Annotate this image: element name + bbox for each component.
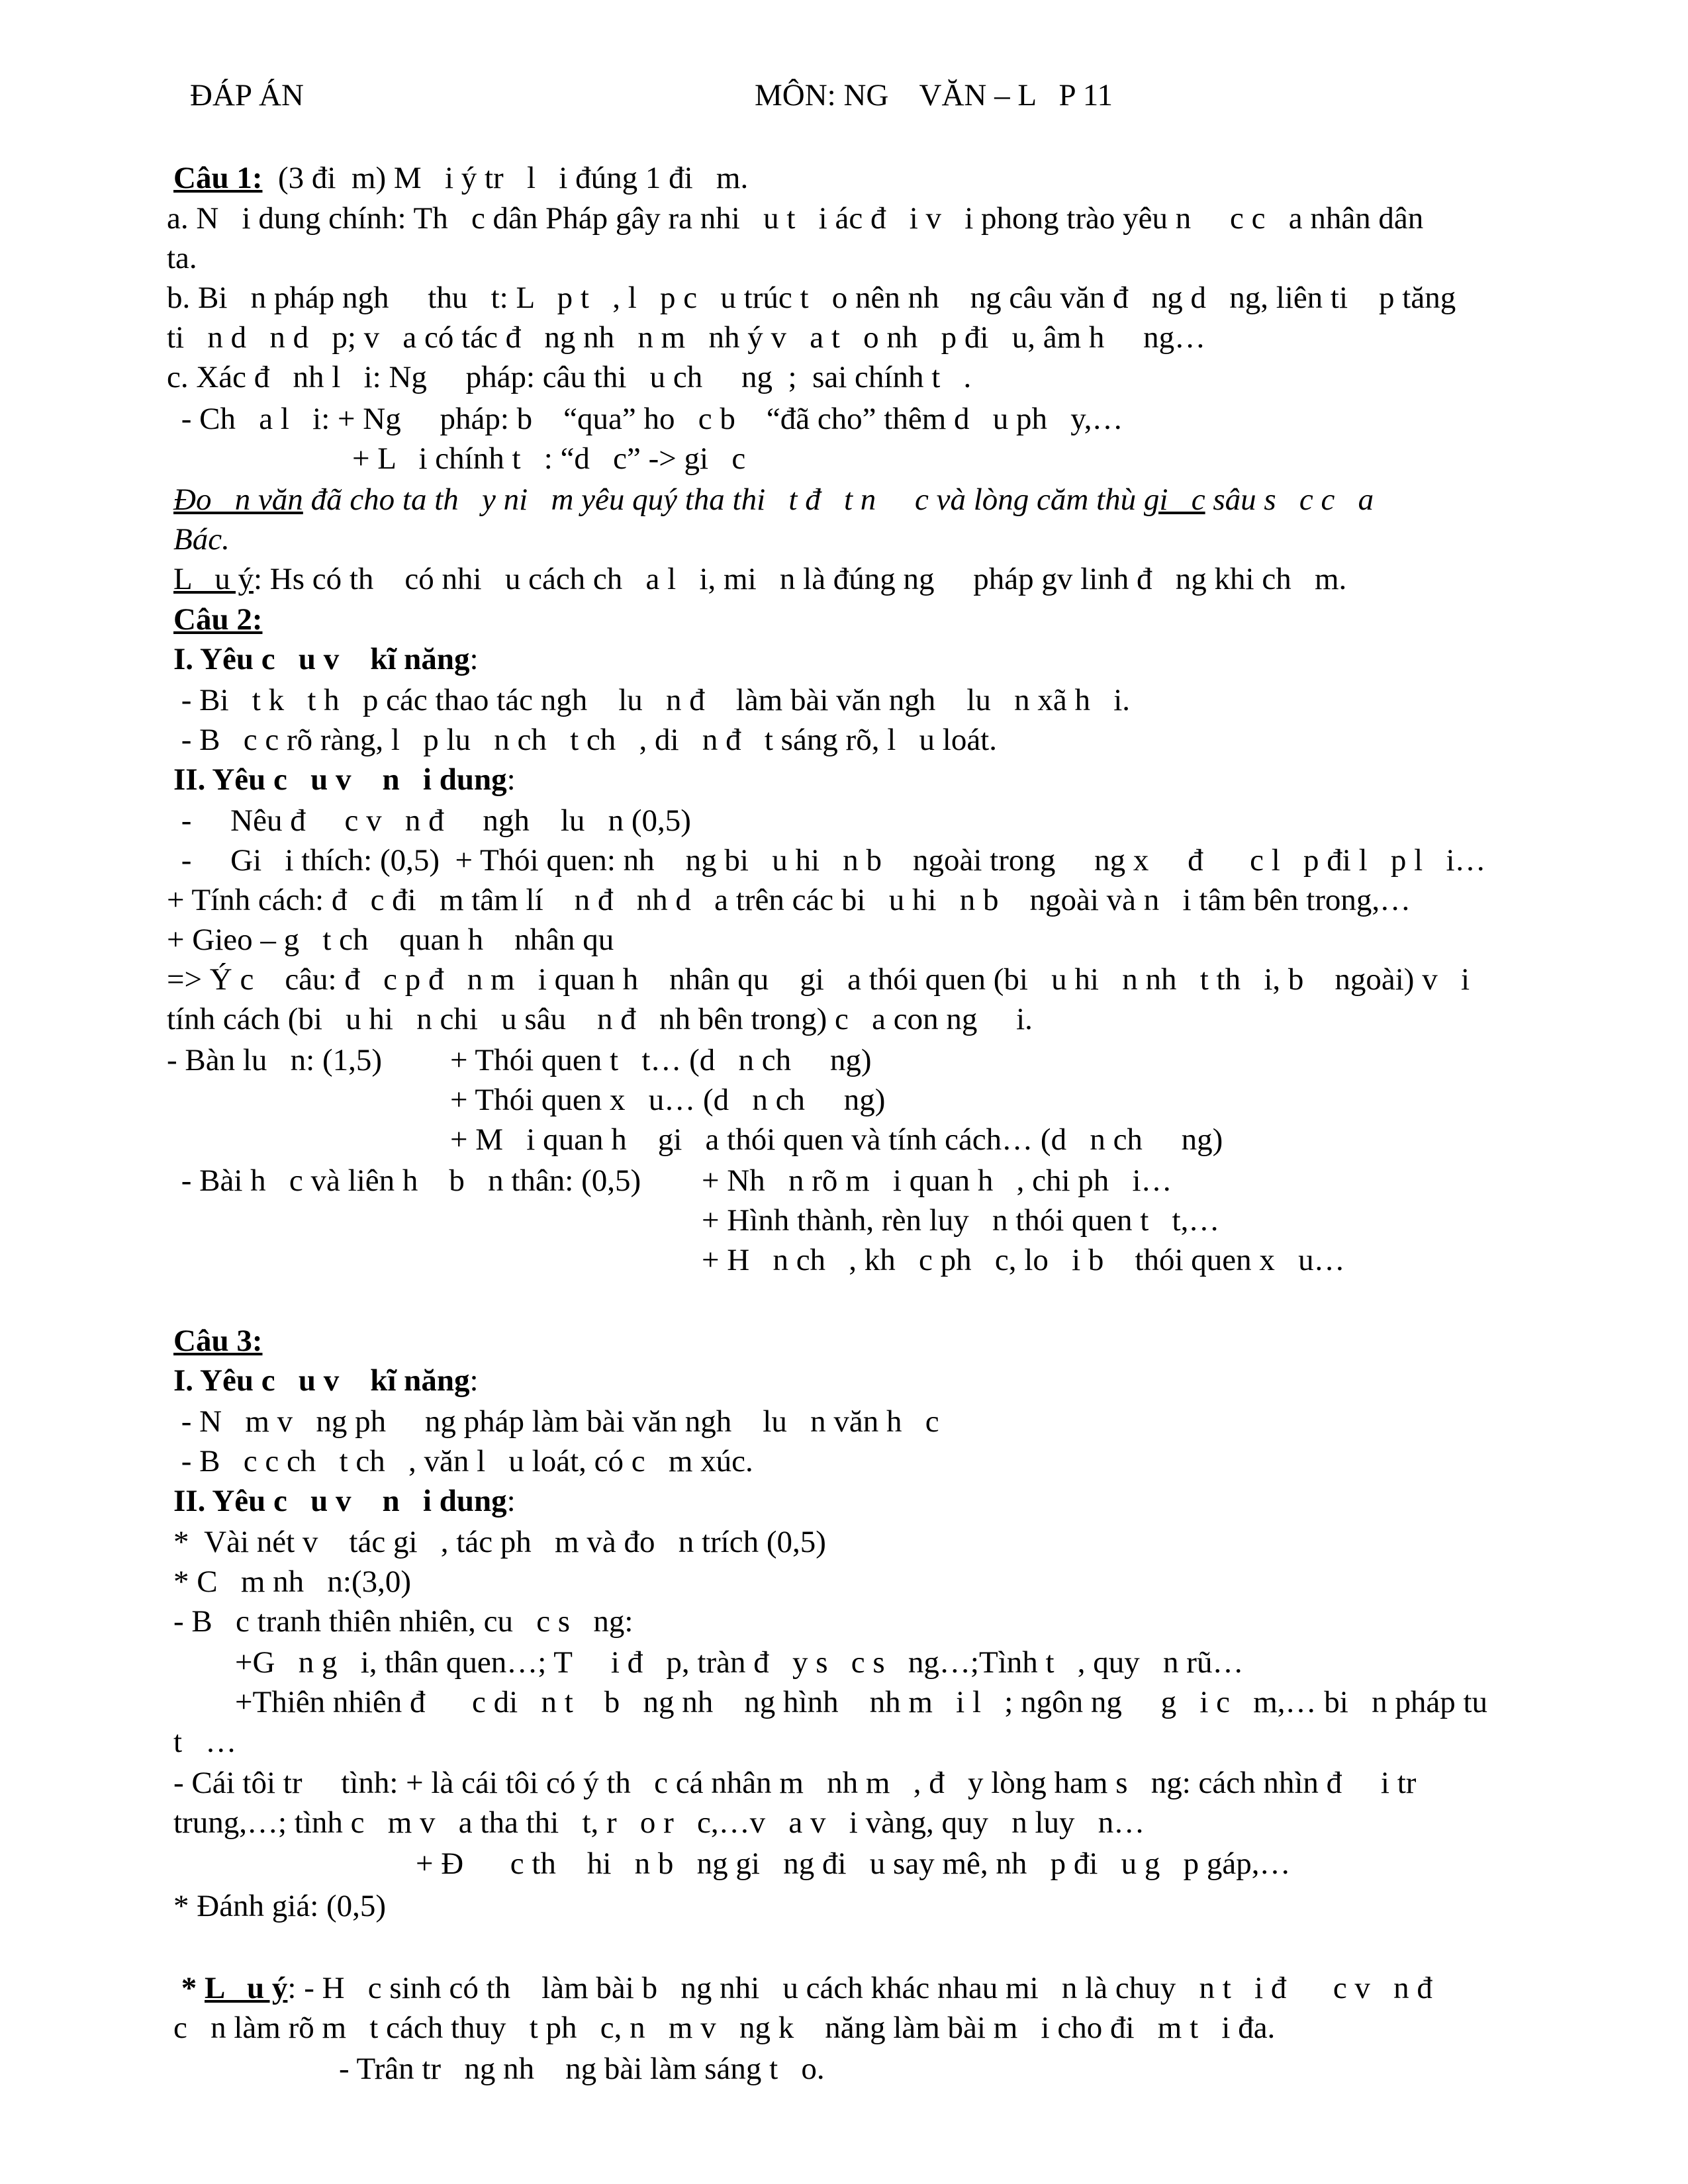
q3-skills-colon: :	[469, 1363, 479, 1398]
q1-a-line-1: a. N i dung chính: Th c dân Pháp gây ra nhi u t i ác đ i v i phong trào yêu n c c a nhân dân	[167, 201, 1424, 236]
q3-content-line-6: t …	[173, 1725, 237, 1759]
q2-discussion-item-3: + M i quan h gi a thói quen và tính cách… (d n ch ng)	[450, 1122, 1223, 1157]
q2-skills-heading: I. Yêu c u v kĩ năng	[173, 642, 470, 676]
answer-key-label: ĐÁP ÁN	[190, 78, 304, 113]
subject-title: MÔN: NG VĂN – L P 11	[755, 78, 1113, 113]
q2-lesson-item-2: + Hình thành, rèn luy n thói quen t t,…	[702, 1203, 1220, 1238]
q2-content-line-5: => Ý c câu: đ c p đ n m i quan h nhân qu gi a thói quen (bi u hi n nh t th i, b ngoài) v i	[167, 962, 1470, 997]
q3-content-line-7: - Cái tôi tr tình: + là cái tôi có ý th c cá nhân m nh m , đ y lòng ham s ng: cách nhìn đ i tr	[173, 1766, 1417, 1800]
q1-c-line-3: + L i chính t : “d c” -> gi c	[352, 441, 746, 476]
question-2-heading: Câu 2:	[173, 602, 263, 637]
q1-paragraph-middle: đã cho ta th y ni m yêu quý tha thi t đ t n c và lòng căm thù	[303, 482, 1144, 517]
q3-note-line-3: - Trân tr ng nh ng bài làm sáng t o.	[339, 2052, 825, 2086]
q3-content-line-4: +G n g i, thân quen…; T i đ p, tràn đ y s c s ng…;Tình t , quy n rũ…	[235, 1645, 1244, 1680]
q1-paragraph-line-2: Bác.	[173, 522, 230, 557]
q2-skills-colon: :	[469, 642, 479, 676]
question-1-score: (3 đi m) M i ý tr l i đúng 1 đi m.	[262, 161, 749, 195]
q1-note	[173, 561, 1346, 598]
q2-discussion-item-1: + Thói quen t t… (d n ch ng)	[450, 1043, 872, 1077]
q3-note-text: : - H c sinh có th làm bài b ng nhi u cách khác nhau mi n là chuy n t i đ c v n đ	[287, 1971, 1432, 2005]
question-1-line-1	[173, 159, 748, 197]
q1-b-line-1: b. Bi n pháp ngh thu t: L p t , l p c u trúc t o nên nh ng câu văn đ ng d ng, liên ti p tăng	[167, 281, 1456, 315]
q3-note-line-2: c n làm rõ m t cách thuy t ph c, n m v ng k năng làm bài m i cho đi m t i đa.	[173, 2011, 1276, 2045]
q2-skills-heading-line	[173, 641, 479, 678]
q3-skill-2: - B c c ch t ch , văn l u loát, có c m xúc.	[173, 1444, 753, 1479]
q3-note-star: *	[173, 1971, 205, 2005]
q3-content-line-8: trung,…; tình c m v a tha thi t, r o r c,…v a v i vàng, quy n luy n…	[173, 1805, 1145, 1840]
question-3-heading: Câu 3:	[173, 1324, 263, 1358]
q2-skill-1: - Bi t k t h p các thao tác ngh lu n đ làm bài văn ngh lu n xã h i.	[173, 683, 1130, 717]
q3-skills-heading: I. Yêu c u v kĩ năng	[173, 1363, 470, 1398]
q2-discussion-label: - Bàn lu n: (1,5)	[167, 1043, 383, 1077]
q2-lesson-item-3: + H n ch , kh c ph c, lo i b thói quen x u…	[702, 1243, 1345, 1277]
q1-underlined-phrase: Đo n văn	[173, 482, 303, 517]
q1-note-label: L u ý	[173, 562, 254, 596]
q2-discussion-item-2: + Thói quen x u… (d n ch ng)	[450, 1083, 886, 1117]
q3-content-heading: II. Yêu c u v n i dung	[173, 1484, 507, 1518]
q3-note-label: L u ý	[205, 1971, 288, 2005]
q3-content-line-3: - B c tranh thiên nhiên, cu c s ng:	[173, 1604, 633, 1639]
q2-content-heading: II. Yêu c u v n i dung	[173, 762, 507, 797]
q1-underlined-word: gi c	[1143, 482, 1205, 517]
q1-note-text: : Hs có th có nhi u cách ch a l i, mi n là đúng ng pháp gv linh đ ng khi ch m.	[253, 562, 1347, 596]
q3-evaluation: * Đánh giá: (0,5)	[173, 1889, 387, 1923]
q2-content-line-6: tính cách (bi u hi n chi u sâu n đ nh bên trong) c a con ng i.	[167, 1002, 1033, 1036]
q1-c-line-2: - Ch a l i: + Ng pháp: b “qua” ho c b “đã cho” thêm d u ph y,…	[173, 402, 1123, 436]
q2-content-colon: :	[506, 762, 516, 797]
q3-content-line-2: * C m nh n:(3,0)	[173, 1565, 412, 1599]
q2-content-line-4: + Gieo – g t ch quan h nhân qu	[167, 923, 614, 957]
q1-paragraph-end: sâu s c c a	[1205, 482, 1374, 517]
q3-skills-heading-line	[173, 1362, 479, 1399]
q1-paragraph-line-1	[173, 481, 1374, 518]
q3-content-line-9: + Đ c th hi n b ng gi ng đi u say mê, nh p đi u g p gáp,…	[416, 1846, 1291, 1881]
q2-content-line-1: - Nêu đ c v n đ ngh lu n (0,5)	[173, 803, 691, 838]
q3-content-colon: :	[506, 1484, 516, 1518]
q1-c-line-1: c. Xác đ nh l i: Ng pháp: câu thi u ch ng ; sai chính t .	[167, 360, 972, 394]
q2-lesson-label: - Bài h c và liên h b n thân: (0,5)	[173, 1163, 641, 1198]
q2-content-line-3: + Tính cách: đ c đi m tâm lí n đ nh d a trên các bi u hi n b ngoài và n i tâm bên trong,…	[167, 883, 1411, 917]
q1-a-line-2: ta.	[167, 241, 197, 275]
q2-content-heading-line	[173, 761, 516, 798]
q3-content-line-5: +Thiên nhiên đ c di n t b ng nh ng hình nh m i l ; ngôn ng g i c m,… bi n pháp tu	[235, 1685, 1488, 1719]
q1-b-line-2: ti n d n d p; v a có tác đ ng nh n m nh ý v a t o nh p đi u, âm h ng…	[167, 320, 1206, 355]
q2-skill-2: - B c c rõ ràng, l p lu n ch t ch , di n đ t sáng rõ, l u loát.	[173, 723, 997, 757]
q2-lesson-item-1: + Nh n rõ m i quan h , chi ph i…	[702, 1163, 1172, 1198]
q2-content-line-2: - Gi i thích: (0,5) + Thói quen: nh ng bi u hi n b ngoài trong ng x đ c l p đi l p l i…	[173, 843, 1486, 878]
question-1-heading: Câu 1:	[173, 161, 263, 195]
q3-skill-1: - N m v ng ph ng pháp làm bài văn ngh lu n văn h c	[173, 1404, 939, 1439]
q3-note-line-1	[173, 1970, 1432, 2007]
q3-content-line-1: * Vài nét v tác gi , tác ph m và đo n trích (0,5)	[173, 1525, 826, 1559]
q3-content-heading-line	[173, 1482, 516, 1520]
